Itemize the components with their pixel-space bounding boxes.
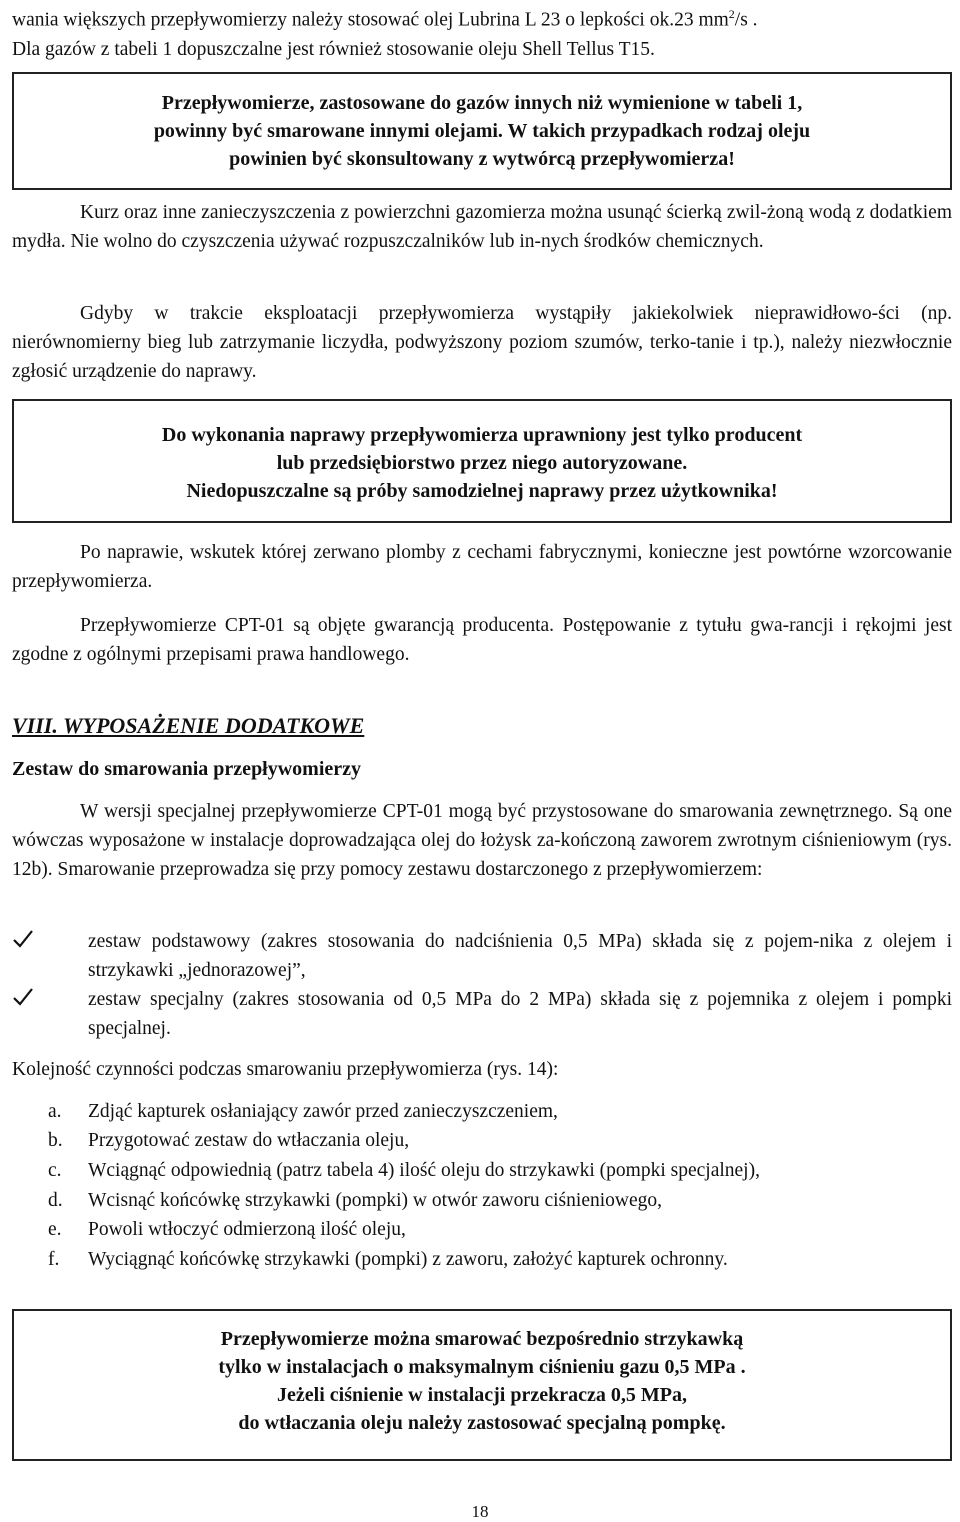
notice-box-oils: Przepływomierze, zastosowane do gazów innych niż wymienione w tabeli 1, powinny być smarowane innymi olejami. W takich przypadkach rodzaj oleju powinien być skonsultowany z wytwórcą przepływomierza! bbox=[12, 72, 952, 190]
list-item: f. Wyciągnąć końcówkę strzykawki (pompki) z zaworu, założyć kapturek ochronny. bbox=[48, 1249, 728, 1270]
paragraph-cleaning: Kurz oraz inne zanieczyszczenia z powierzchni gazomierza można usunąć ścierką zwil-żoną wodą z dodatkiem mydła. Nie wolno do czyszczenia używać rozpuszczalników lub in-nych środków chemicznych. bbox=[12, 202, 952, 252]
checkmark-icon bbox=[12, 985, 42, 1014]
list-item: c. Wciągnąć odpowiednią (patrz tabela 4) ilość oleju do strzykawki (pompki specjalnej), bbox=[48, 1160, 760, 1181]
paragraph-lubrication: W wersji specjalnej przepływomierze CPT-01 mogą być przystosowane do smarowania zewnętrznego. Są one wówczas wyposażone w instalacje doprowadzająca olej do łożysk za-kończoną zaworem zwrotnym ciśnieniowym (rys. 12b). Smarowanie przeprowadza się przy pomocy zestawu dostarczonego z przepływomierzem: bbox=[12, 801, 952, 880]
list-item: a. Zdjąć kapturek osłaniający zawór przed zanieczyszczeniem, bbox=[48, 1101, 558, 1122]
subheading: Zestaw do smarowania przepływomierzy bbox=[12, 758, 362, 780]
list-item: d. Wcisnąć końcówkę strzykawki (pompki) w otwór zaworu ciśnieniowego, bbox=[48, 1190, 663, 1211]
page-number: 18 bbox=[471, 1502, 489, 1521]
paragraph-warranty: Przepływomierze CPT-01 są objęte gwarancją producenta. Postępowanie z tytułu gwa-rancji i rękojmi jest zgodne z ogólnymi przepisami prawa handlowego. bbox=[12, 615, 952, 665]
top-paragraph: wania większych przepływomierzy należy stosować olej Lubrina L 23 o lepkości ok.23 $mm^2/s$ . Dla gazów z tabeli 1 dopuszczalne jest również stosowanie oleju Shell Tellus T15. bbox=[12, 7, 758, 60]
notice-box-repair: Do wykonania naprawy przepływomierza uprawniony jest tylko producent lub przedsiębiorstwo przez niego autoryzowane. Niedopuszczalne są próby samodzielnej naprawy przez użytkownika! bbox=[12, 399, 952, 523]
list-item: b. Przygotować zestaw do wtłaczania oleju, bbox=[48, 1130, 410, 1151]
check-item: zestaw specjalny (zakres stosowania od 0,5 MPa do 2 MPa) składa się z pojemnika z olejem i pompki specjalnej. bbox=[12, 985, 952, 1043]
checkmark-icon bbox=[12, 927, 42, 956]
notice-box-pressure: Przepływomierze można smarować bezpośrednio strzykawką tylko w instalacjach o maksymalnym ciśnieniu gazu 0,5 MPa . Jeżeli ciśnienie w instalacji przekracza 0,5 MPa, do wtłaczania oleju należy zastosować specjalną pompkę. bbox=[12, 1309, 952, 1461]
section-title: VIII. WYPOSAŻENIE DODATKOWE bbox=[12, 713, 365, 738]
paragraph-after-repair: Po naprawie, wskutek której zerwano plomby z cechami fabrycznymi, konieczne jest powtórne wzorcowanie przepływomierza. bbox=[12, 542, 952, 592]
check-item: zestaw podstawowy (zakres stosowania do nadciśnienia 0,5 MPa) składa się z pojem-nika z olejem i strzykawki „jednorazowej”, bbox=[12, 927, 952, 985]
paragraph-faults: Gdyby w trakcie eksploatacji przepływomierza wystąpiły jakiekolwiek nieprawidłowo-ści (np. nierównomierny bieg lub zatrzymanie liczydła, podwyższony poziom szumów, terko-tanie i tp.), należy niezwłocznie zgłosić urządzenie do naprawy. bbox=[12, 303, 952, 382]
list-item: e. Powoli wtłoczyć odmierzoną ilość oleju, bbox=[48, 1219, 406, 1240]
sequence-intro: Kolejność czynności podczas smarowaniu przepływomierza (rys. 14): bbox=[12, 1059, 559, 1080]
